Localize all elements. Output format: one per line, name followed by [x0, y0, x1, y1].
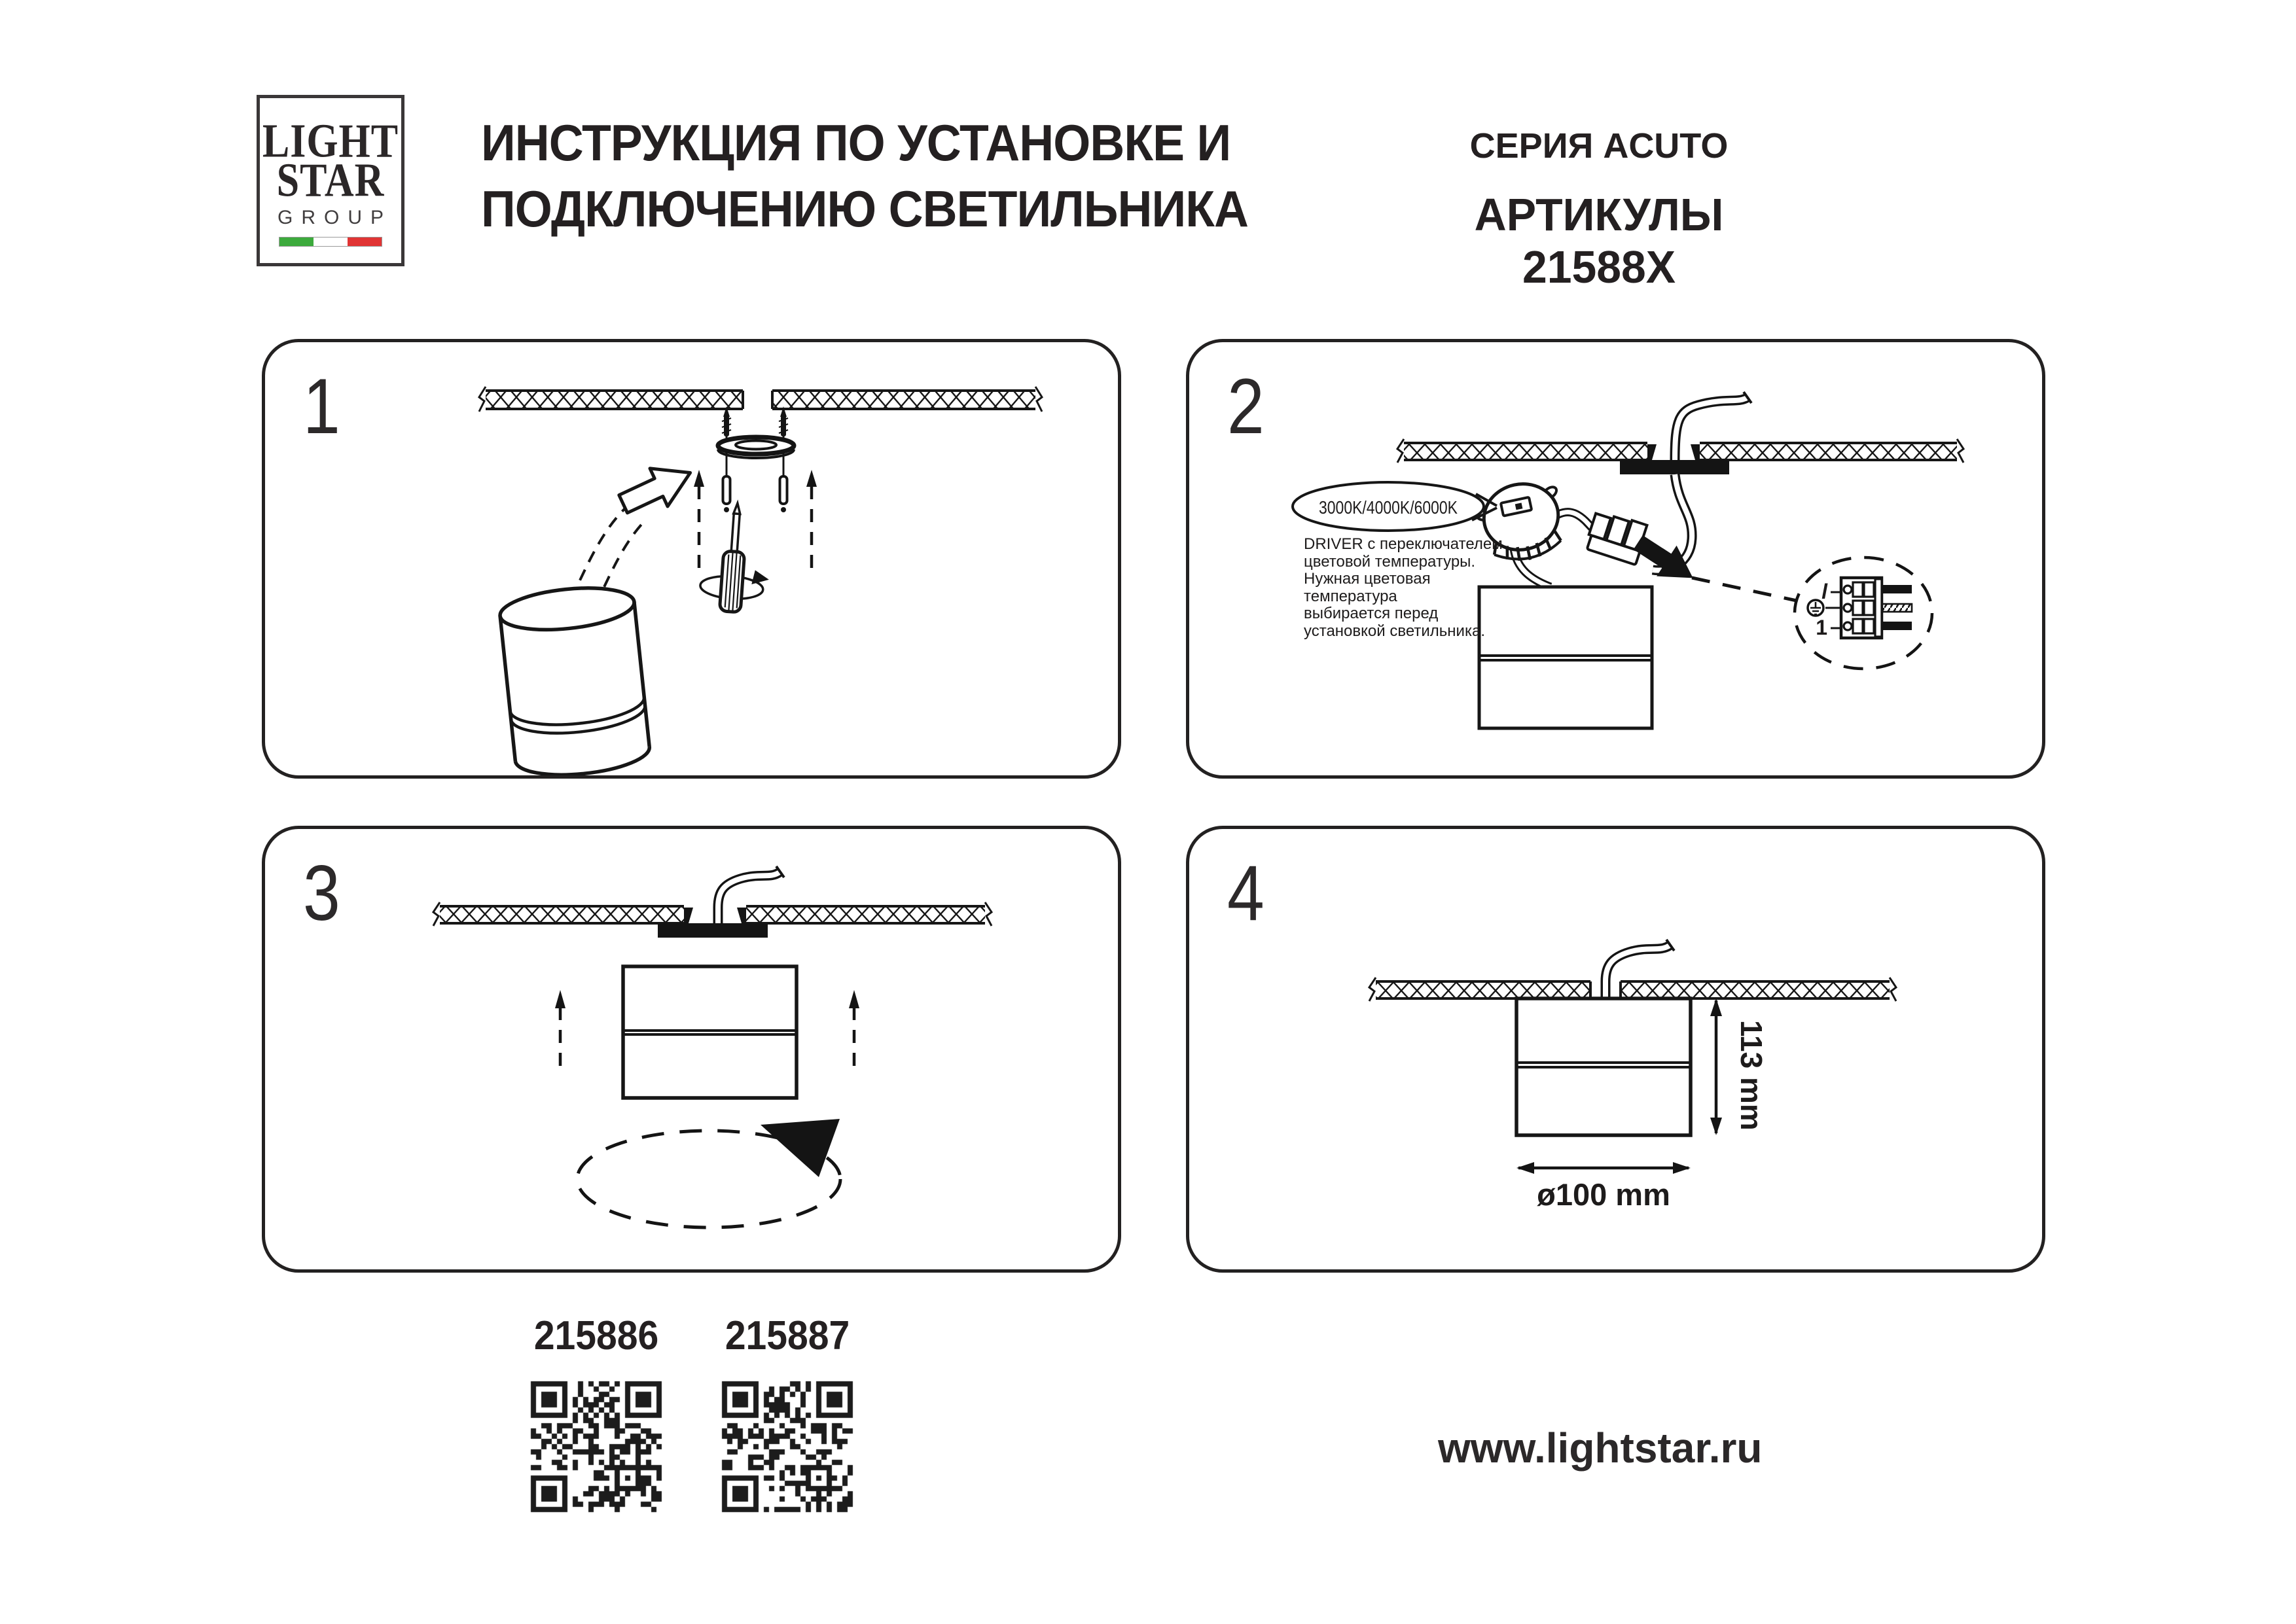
wire-connector-icon [1585, 509, 1648, 565]
step-1-illustration [265, 342, 1118, 775]
step-2-panel [1186, 339, 2045, 779]
screwdriver-icon [698, 501, 774, 614]
height-label: 113 mm [1734, 1020, 1768, 1131]
article-1-block [525, 1313, 668, 1517]
lamp-body [1479, 587, 1652, 728]
step-3-number: 3 [303, 849, 340, 937]
lamp-cylinder-icon [498, 582, 651, 775]
note-line-6: установкой светильника. [1304, 622, 1485, 640]
mounting-plate [1620, 460, 1729, 474]
rotation-arrow-icon [577, 1119, 840, 1227]
mounting-plate [658, 923, 768, 938]
height-dimension [1710, 998, 1768, 1135]
step-3-panel [262, 826, 1121, 1273]
driver-icon [1470, 476, 1571, 569]
qr-code-1 [526, 1376, 667, 1517]
mounting-ring-icon [718, 437, 794, 458]
step-4-number: 4 [1227, 849, 1265, 937]
italian-flag-icon [279, 237, 382, 247]
color-temp-bubble [1293, 482, 1497, 531]
page-title [481, 110, 1248, 242]
qr-code-2 [717, 1376, 858, 1517]
magnifier-leader-line [1692, 578, 1797, 601]
diameter-label: ø100 mm [1537, 1177, 1670, 1212]
note-line-2: цветовой температуры. [1304, 553, 1476, 571]
step-1-panel [262, 339, 1121, 779]
step-1-number: 1 [303, 362, 340, 450]
website-url: www.lightstar.ru [1438, 1424, 1763, 1472]
wall-plugs-icon [723, 457, 787, 512]
ceiling-hatch [479, 387, 1042, 412]
step-3-illustration [265, 829, 1118, 1269]
ceiling-hatch [1397, 439, 1964, 463]
insert-direction-arrow-icon [571, 453, 699, 605]
logo-light: LIGHT [262, 115, 399, 168]
earth-icon [1808, 600, 1823, 616]
step-4-illustration [1189, 829, 2042, 1269]
title-line-2: ПОДКЛЮЧЕНИЮ СВЕТИЛЬНИКА [481, 180, 1249, 238]
title-line-1: ИНСТРУКЦИЯ ПО УСТАНОВКЕ И [481, 114, 1231, 171]
terminal-label-line: l [1821, 580, 1827, 603]
logo-group: GROUP [277, 207, 392, 228]
series-name: СЕРИЯ ACUTO [1469, 126, 1729, 166]
terminal-label-1: 1 [1816, 616, 1827, 639]
lamp-body [623, 966, 797, 1098]
note-line-1: DRIVER с переключателем [1304, 535, 1503, 553]
ceiling-hatch [433, 902, 992, 926]
note-line-4: температура [1304, 588, 1397, 605]
series-block [1390, 126, 1808, 293]
color-temp-label: 3000K/4000K/6000K [1319, 497, 1458, 518]
diameter-dimension [1516, 1162, 1691, 1212]
lightstar-logo [257, 95, 404, 266]
step-2-illustration [1189, 342, 2042, 775]
terminal-block-icon [1808, 578, 1912, 639]
articles-code: АРТИКУЛЫ 21588X [1474, 189, 1724, 292]
logo-star: STAR [276, 154, 385, 207]
step-4-panel [1186, 826, 2045, 1273]
step-2-number: 2 [1227, 362, 1265, 450]
dashed-up-arrows [694, 470, 817, 568]
note-line-3: Нужная цветовая [1304, 570, 1431, 588]
article-2-code: 215887 [725, 1313, 850, 1358]
article-1-code: 215886 [533, 1313, 659, 1358]
article-2-block [716, 1313, 859, 1517]
note-line-5: выбирается перед [1304, 605, 1439, 622]
driver-note [1304, 535, 1503, 640]
